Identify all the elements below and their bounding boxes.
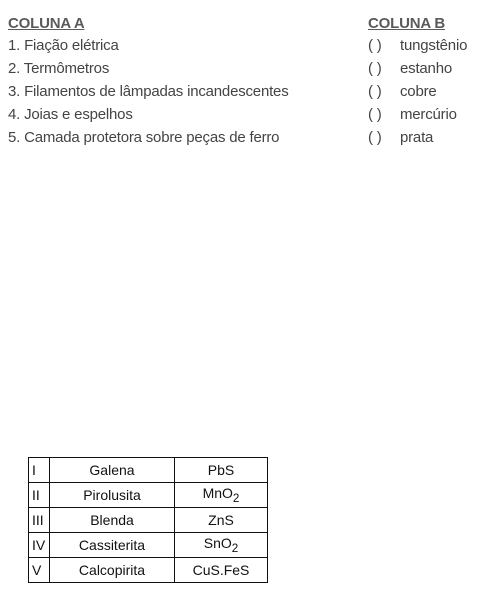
mineral-formula: PbS bbox=[175, 458, 268, 483]
row-number: III bbox=[29, 508, 50, 533]
coluna-a-item: 3. Filamentos de lâmpadas incandescentes bbox=[8, 83, 289, 100]
coluna-b bbox=[368, 14, 488, 149]
table-row bbox=[29, 458, 268, 483]
coluna-b-item bbox=[368, 103, 488, 126]
table-row bbox=[29, 533, 268, 558]
table-row bbox=[29, 483, 268, 508]
coluna-a-item: 2. Termômetros bbox=[8, 60, 110, 77]
formula-subscript: 2 bbox=[231, 541, 239, 555]
coluna-b-header: COLUNA B bbox=[368, 15, 446, 32]
answer-blank[interactable]: ( ) bbox=[368, 129, 382, 146]
coluna-b-label: prata bbox=[400, 129, 434, 146]
answer-blank[interactable]: ( ) bbox=[368, 60, 382, 77]
coluna-b-item bbox=[368, 80, 488, 103]
row-number: I bbox=[29, 458, 50, 483]
answer-blank[interactable]: ( ) bbox=[368, 106, 382, 123]
coluna-b-label: mercúrio bbox=[400, 106, 457, 123]
formula-base: MnO bbox=[202, 485, 233, 502]
mineral-name: Blenda bbox=[50, 508, 175, 533]
mineral-name: Pirolusita bbox=[50, 483, 175, 508]
mineral-formula bbox=[175, 533, 268, 558]
coluna-b-label: cobre bbox=[400, 83, 437, 100]
answer-blank[interactable]: ( ) bbox=[368, 37, 382, 54]
table-row bbox=[29, 508, 268, 533]
coluna-a-header: COLUNA A bbox=[8, 15, 85, 32]
coluna-b-label: tungstênio bbox=[400, 37, 468, 54]
row-number: IV bbox=[29, 533, 50, 558]
formula-base: SnO bbox=[203, 535, 232, 552]
mineral-formula: CuS.FeS bbox=[175, 558, 268, 583]
mineral-formula bbox=[175, 483, 268, 508]
row-number: II bbox=[29, 483, 50, 508]
table-row bbox=[29, 558, 268, 583]
mineral-name: Calcopirita bbox=[50, 558, 175, 583]
coluna-a-item: 4. Joias e espelhos bbox=[8, 106, 133, 123]
coluna-b-item bbox=[368, 126, 488, 149]
mineral-name: Galena bbox=[50, 458, 175, 483]
minerals-table-wrap bbox=[28, 457, 268, 583]
coluna-a-item: 5. Camada protetora sobre peças de ferro bbox=[8, 129, 280, 146]
minerals-table bbox=[28, 457, 268, 583]
coluna-a bbox=[8, 14, 358, 149]
coluna-a-item: 1. Fiação elétrica bbox=[8, 37, 119, 54]
answer-blank[interactable]: ( ) bbox=[368, 83, 382, 100]
coluna-b-item bbox=[368, 57, 488, 80]
coluna-b-item bbox=[368, 34, 488, 57]
formula-subscript: 2 bbox=[232, 491, 240, 505]
mineral-name: Cassiterita bbox=[50, 533, 175, 558]
coluna-b-label: estanho bbox=[400, 60, 452, 77]
row-number: V bbox=[29, 558, 50, 583]
mineral-formula: ZnS bbox=[175, 508, 268, 533]
